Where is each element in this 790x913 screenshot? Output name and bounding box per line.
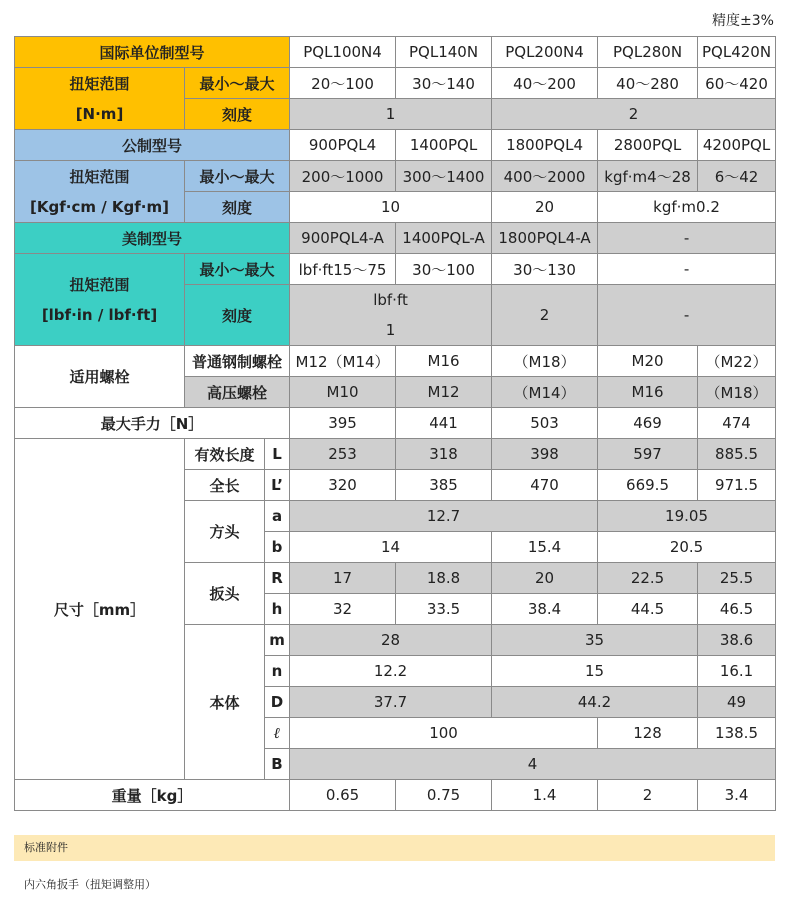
value-cell: 2 bbox=[492, 99, 776, 130]
value-cell: 253 bbox=[290, 439, 396, 470]
value-cell: 20 bbox=[492, 192, 598, 223]
symbol-m: m bbox=[265, 625, 290, 656]
value-cell: 44.2 bbox=[492, 687, 698, 718]
us-range-label bbox=[15, 254, 185, 346]
model-cell: - bbox=[598, 223, 776, 254]
value-cell: 6～42 bbox=[698, 161, 776, 192]
value-cell: 12.2 bbox=[290, 656, 492, 687]
symbol-D: D bbox=[265, 687, 290, 718]
value-cell: 597 bbox=[598, 439, 698, 470]
dim-L-row bbox=[15, 439, 776, 470]
scale-value: 1 bbox=[385, 321, 396, 339]
model-cell: 1400PQL bbox=[396, 130, 492, 161]
value-cell: 3.4 bbox=[698, 780, 776, 811]
symbol-l: ℓ bbox=[265, 718, 290, 749]
force-row bbox=[15, 408, 776, 439]
model-cell: PQL100N4 bbox=[290, 37, 396, 68]
metric-model-row bbox=[15, 130, 776, 161]
value-cell: 32 bbox=[290, 594, 396, 625]
value-cell: 25.5 bbox=[698, 563, 776, 594]
metric-model-label: 公制型号 bbox=[15, 130, 290, 161]
value-cell: 0.75 bbox=[396, 780, 492, 811]
model-cell: PQL140N bbox=[396, 37, 492, 68]
scale-label: 刻度 bbox=[185, 192, 290, 223]
value-cell: M16 bbox=[396, 346, 492, 377]
value-cell: M16 bbox=[598, 377, 698, 408]
value-cell: 44.5 bbox=[598, 594, 698, 625]
value-cell: kgf·m4～28 bbox=[598, 161, 698, 192]
model-cell: 900PQL4-A bbox=[290, 223, 396, 254]
value-cell: 469 bbox=[598, 408, 698, 439]
value-cell: 28 bbox=[290, 625, 492, 656]
value-cell: 128 bbox=[598, 718, 698, 749]
eff-length-label: 有效长度 bbox=[185, 439, 265, 470]
value-cell: M10 bbox=[290, 377, 396, 408]
range-title: 扭矩范围 bbox=[69, 74, 130, 93]
total-length-label: 全长 bbox=[185, 470, 265, 501]
symbol-B: B bbox=[265, 749, 290, 780]
us-minmax-row bbox=[15, 254, 776, 285]
intl-model-label: 国际单位制型号 bbox=[15, 37, 290, 68]
value-cell: （M14） bbox=[492, 377, 598, 408]
value-cell: 38.6 bbox=[698, 625, 776, 656]
value-cell: 30～100 bbox=[396, 254, 492, 285]
value-cell: （M22） bbox=[698, 346, 776, 377]
value-cell: 474 bbox=[698, 408, 776, 439]
scale-label: 刻度 bbox=[185, 99, 290, 130]
minmax-label: 最小～最大 bbox=[185, 254, 290, 285]
value-cell: 15.4 bbox=[492, 532, 598, 563]
value-cell: 30～130 bbox=[492, 254, 598, 285]
value-cell: 16.1 bbox=[698, 656, 776, 687]
symbol-b: b bbox=[265, 532, 290, 563]
us-model-label: 美制型号 bbox=[15, 223, 290, 254]
value-cell: 18.8 bbox=[396, 563, 492, 594]
model-cell: 1400PQL-A bbox=[396, 223, 492, 254]
value-cell: kgf·m0.2 bbox=[598, 192, 776, 223]
range-unit: [N·m] bbox=[75, 104, 124, 123]
model-cell: PQL200N4 bbox=[492, 37, 598, 68]
value-cell: 2 bbox=[598, 780, 698, 811]
symbol-a: a bbox=[265, 501, 290, 532]
model-cell: 900PQL4 bbox=[290, 130, 396, 161]
value-cell: 22.5 bbox=[598, 563, 698, 594]
accuracy-note: 精度±3% bbox=[712, 13, 774, 29]
intl-model-row bbox=[15, 37, 776, 68]
value-cell: 400～2000 bbox=[492, 161, 598, 192]
value-cell: 669.5 bbox=[598, 470, 698, 501]
scale-label: 刻度 bbox=[185, 285, 290, 346]
value-cell: 100 bbox=[290, 718, 598, 749]
square-head-label: 方头 bbox=[185, 501, 265, 563]
model-cell: PQL420N bbox=[698, 37, 776, 68]
force-label: 最大手力［N］ bbox=[15, 408, 290, 439]
value-cell: 20 bbox=[492, 563, 598, 594]
weight-label: 重量［kg］ bbox=[15, 780, 290, 811]
value-cell: 19.05 bbox=[598, 501, 776, 532]
minmax-label: 最小～最大 bbox=[185, 161, 290, 192]
metric-minmax-row bbox=[15, 161, 776, 192]
scale-unit: lbf·ft bbox=[373, 291, 408, 309]
value-cell: 17 bbox=[290, 563, 396, 594]
range-unit: [Kgf·cm / Kgf·m] bbox=[30, 197, 169, 216]
model-cell: 4200PQL bbox=[698, 130, 776, 161]
wrench-head-label: 扳头 bbox=[185, 563, 265, 625]
value-cell: 20.5 bbox=[598, 532, 776, 563]
model-cell: 1800PQL4 bbox=[492, 130, 598, 161]
value-cell: M20 bbox=[598, 346, 698, 377]
value-cell: 10 bbox=[290, 192, 492, 223]
value-cell: 320 bbox=[290, 470, 396, 501]
value-cell: 138.5 bbox=[698, 718, 776, 749]
value-cell: 60～420 bbox=[698, 68, 776, 99]
value-cell: - bbox=[598, 254, 776, 285]
dims-label: 尺寸［mm］ bbox=[15, 439, 185, 780]
value-cell: 318 bbox=[396, 439, 492, 470]
value-cell: 40～200 bbox=[492, 68, 598, 99]
value-cell: （M18） bbox=[492, 346, 598, 377]
value-cell: 15 bbox=[492, 656, 698, 687]
value-cell: 1 bbox=[290, 99, 492, 130]
value-cell: 885.5 bbox=[698, 439, 776, 470]
symbol-R: R bbox=[265, 563, 290, 594]
weight-row bbox=[15, 780, 776, 811]
value-cell: 12.7 bbox=[290, 501, 598, 532]
value-cell: 470 bbox=[492, 470, 598, 501]
value-cell: 20～100 bbox=[290, 68, 396, 99]
range-title: 扭矩范围 bbox=[69, 167, 130, 186]
value-cell: 30～140 bbox=[396, 68, 492, 99]
model-cell: 2800PQL bbox=[598, 130, 698, 161]
value-cell: 40～280 bbox=[598, 68, 698, 99]
value-cell: 0.65 bbox=[290, 780, 396, 811]
value-cell: M12（M14） bbox=[290, 346, 396, 377]
value-cell: 38.4 bbox=[492, 594, 598, 625]
value-cell: 14 bbox=[290, 532, 492, 563]
model-cell: PQL280N bbox=[598, 37, 698, 68]
symbol-h: h bbox=[265, 594, 290, 625]
range-title: 扭矩范围 bbox=[69, 275, 130, 294]
value-cell: 46.5 bbox=[698, 594, 776, 625]
value-cell: 300～1400 bbox=[396, 161, 492, 192]
symbol-L2: L’ bbox=[265, 470, 290, 501]
intl-range-label bbox=[15, 68, 185, 130]
value-cell: 35 bbox=[492, 625, 698, 656]
value-cell: 200～1000 bbox=[290, 161, 396, 192]
value-cell: 971.5 bbox=[698, 470, 776, 501]
value-cell bbox=[290, 285, 492, 346]
minmax-label: 最小～最大 bbox=[185, 68, 290, 99]
value-cell: 398 bbox=[492, 439, 598, 470]
value-cell: （M18） bbox=[698, 377, 776, 408]
spec-table bbox=[14, 36, 776, 811]
body-label: 本体 bbox=[185, 625, 265, 780]
normal-bolt-label: 普通钢制螺栓 bbox=[185, 346, 290, 377]
value-cell: 2 bbox=[492, 285, 598, 346]
value-cell: 1.4 bbox=[492, 780, 598, 811]
intl-minmax-row bbox=[15, 68, 776, 99]
value-cell: 503 bbox=[492, 408, 598, 439]
symbol-n: n bbox=[265, 656, 290, 687]
metric-range-label bbox=[15, 161, 185, 223]
symbol-L: L bbox=[265, 439, 290, 470]
value-cell: 37.7 bbox=[290, 687, 492, 718]
accessory-item: 内六角扳手（扭矩调整用） bbox=[24, 878, 156, 891]
value-cell: 4 bbox=[290, 749, 776, 780]
value-cell: M12 bbox=[396, 377, 492, 408]
value-cell: 33.5 bbox=[396, 594, 492, 625]
value-cell: lbf·ft15～75 bbox=[290, 254, 396, 285]
us-model-row bbox=[15, 223, 776, 254]
bolt-normal-row bbox=[15, 346, 776, 377]
value-cell: 395 bbox=[290, 408, 396, 439]
bolts-label: 适用螺栓 bbox=[15, 346, 185, 408]
value-cell: 441 bbox=[396, 408, 492, 439]
model-cell: 1800PQL4-A bbox=[492, 223, 598, 254]
value-cell: - bbox=[598, 285, 776, 346]
accessories-title: 标准附件 bbox=[14, 835, 775, 861]
range-unit: [lbf·in / lbf·ft] bbox=[41, 305, 158, 324]
high-bolt-label: 高压螺栓 bbox=[185, 377, 290, 408]
value-cell: 49 bbox=[698, 687, 776, 718]
value-cell: 385 bbox=[396, 470, 492, 501]
